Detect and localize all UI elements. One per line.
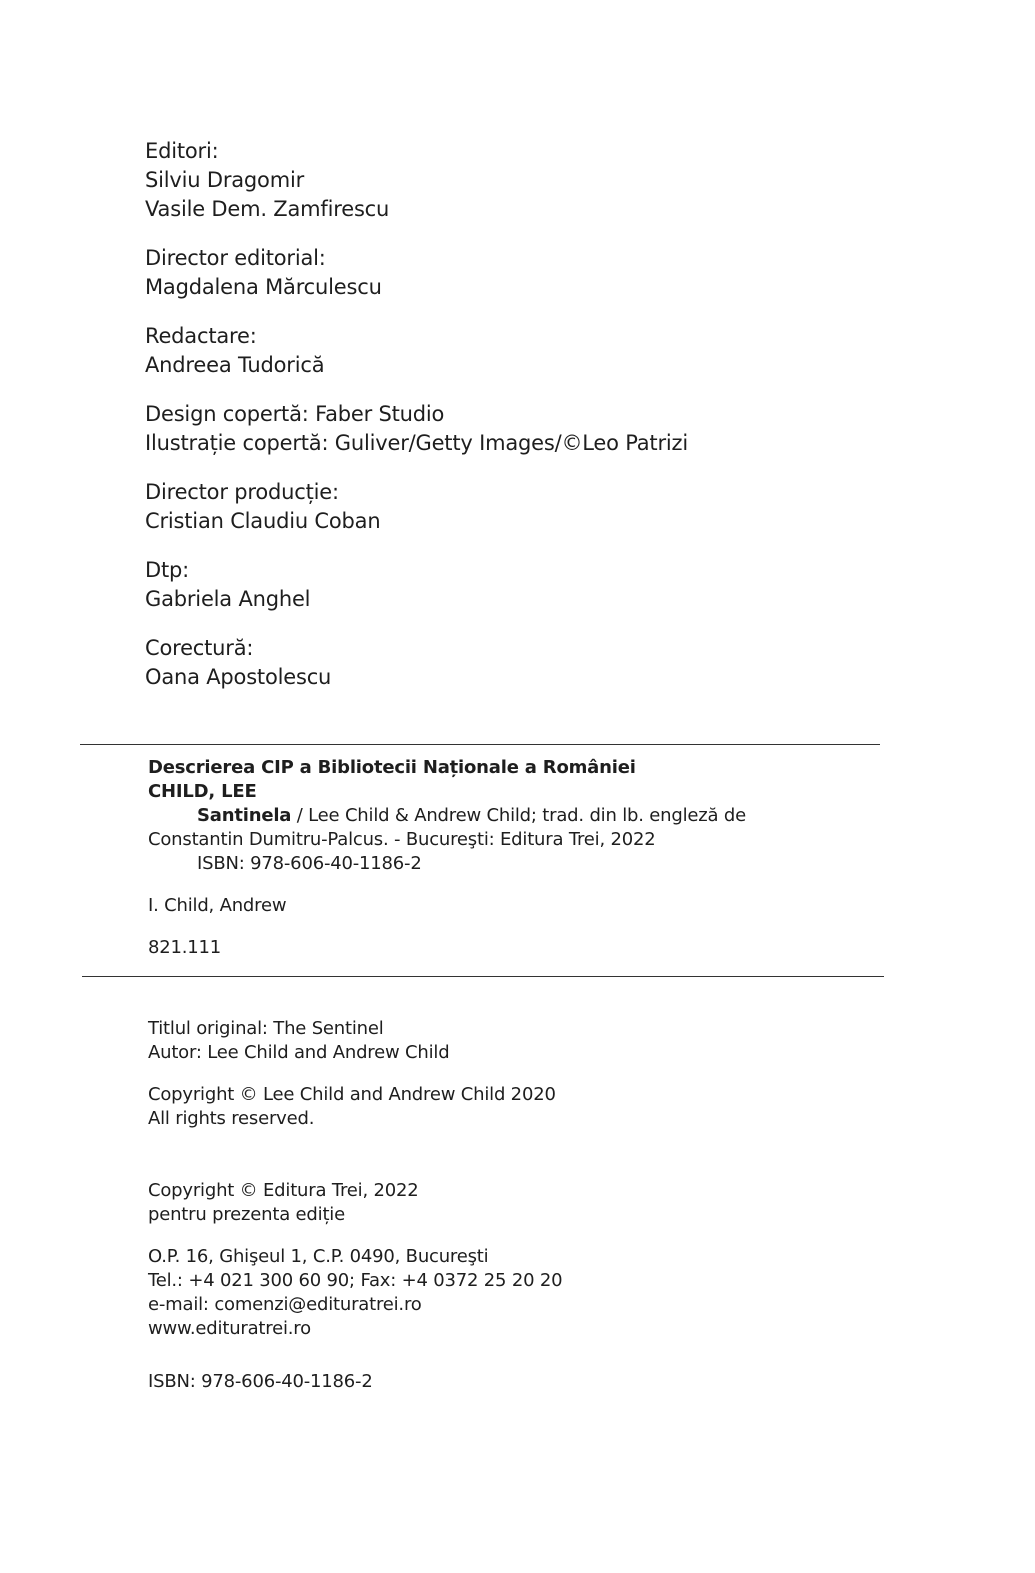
cip-isbn: ISBN: 978-606-40-1186-2 [197,853,422,874]
credit-group-dtp [145,556,905,614]
credit-group-production-director [145,478,905,536]
credit-cover-design: Design copertă: Faber Studio [145,402,445,426]
cip-block [148,756,868,960]
cip-description-text: / Lee Child & Andrew Child; trad. din lb. engleză de [291,805,746,826]
rights-notice: All rights reserved. [148,1108,315,1129]
credit-name: Gabriela Anghel [145,587,311,611]
credit-label: Dtp: [145,558,190,582]
credit-label: Director producție: [145,480,339,504]
publisher-address: O.P. 16, Ghişeul 1, C.P. 0490, Bucureşti [148,1246,489,1267]
credit-name: Andreea Tudorică [145,353,325,377]
credit-group-editing [145,322,905,380]
cip-heading: Descrierea CIP a Bibliotecii Naționale a României [148,757,636,778]
credit-label: Editori: [145,139,219,163]
cip-book-title: Santinela [197,805,292,826]
credit-label: Redactare: [145,324,257,348]
credit-name: Oana Apostolescu [145,665,332,689]
cip-author: CHILD, LEE [148,781,257,802]
credit-group-proofreading [145,634,905,692]
credit-name: Vasile Dem. Zamfirescu [145,197,390,221]
edition-note: pentru prezenta ediție [148,1204,345,1225]
original-author: Autor: Lee Child and Andrew Child [148,1042,450,1063]
cip-description [148,804,868,828]
book-isbn: ISBN: 978-606-40-1186-2 [148,1371,373,1392]
cip-bottom-divider [82,976,884,977]
credit-name: Cristian Claudiu Coban [145,509,381,533]
publisher-website: www.edituratrei.ro [148,1318,311,1339]
credits-section [145,137,905,712]
cip-top-divider [80,744,880,745]
publisher-email: e-mail: comenzi@edituratrei.ro [148,1294,422,1315]
cip-classification: 821.111 [148,937,222,958]
credit-group-editorial-director [145,244,905,302]
cip-description-continued: Constantin Dumitru-Palcus. - Bucureşti: Editura Trei, 2022 [148,829,656,850]
credit-cover-illustration: Ilustrație copertă: Guliver/Getty Images/©Leo Patrizi [145,431,688,455]
credit-label: Corectură: [145,636,254,660]
credit-name: Silviu Dragomir [145,168,305,192]
edition-copyright: Copyright © Editura Trei, 2022 [148,1180,419,1201]
publication-info [148,1017,868,1394]
credit-name: Magdalena Mărculescu [145,275,382,299]
publisher-phone: Tel.: +4 021 300 60 90; Fax: +4 0372 25 20 20 [148,1270,563,1291]
cip-coauthor: I. Child, Andrew [148,895,287,916]
credit-group-editors [145,137,905,224]
credit-label: Director editorial: [145,246,326,270]
original-copyright: Copyright © Lee Child and Andrew Child 2020 [148,1084,556,1105]
original-title: Titlul original: The Sentinel [148,1018,384,1039]
credit-group-cover [145,400,905,458]
